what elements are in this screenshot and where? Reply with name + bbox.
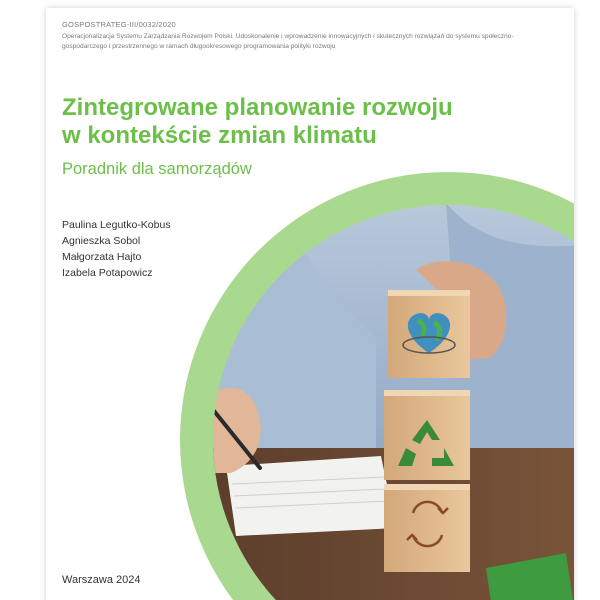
title-line-2: w kontekście zmian klimatu — [62, 122, 377, 149]
author-name: Agnieszka Sobol — [62, 235, 141, 247]
subtitle: Poradnik dla samorządów — [62, 160, 252, 178]
wooden-cube-stack — [384, 290, 470, 572]
place-and-year: Warszawa 2024 — [62, 574, 141, 586]
page-title — [62, 94, 542, 150]
author-list — [62, 217, 171, 281]
author-name: Małgorzata Hajto — [62, 251, 142, 263]
author-name: Paulina Legutko-Kobus — [62, 219, 171, 231]
book-cover — [46, 8, 574, 600]
grant-code: GOSPOSTRATEG-III/0032/2020 — [62, 20, 176, 29]
grant-description: Operacjonalizacja Systemu Zarządzania Rozwojem Polski. Udoskonalenie i wprowadzenie innowacyjnych i skutecznych rozwiązań do systemu społeczno-gospodarczego i przestrzennego w ramach długookresowego programowania polityki rozwoju — [62, 33, 514, 50]
title-line-1: Zintegrowane planowanie rozwoju — [62, 94, 453, 121]
author-name: Izabela Potapowicz — [62, 267, 153, 279]
